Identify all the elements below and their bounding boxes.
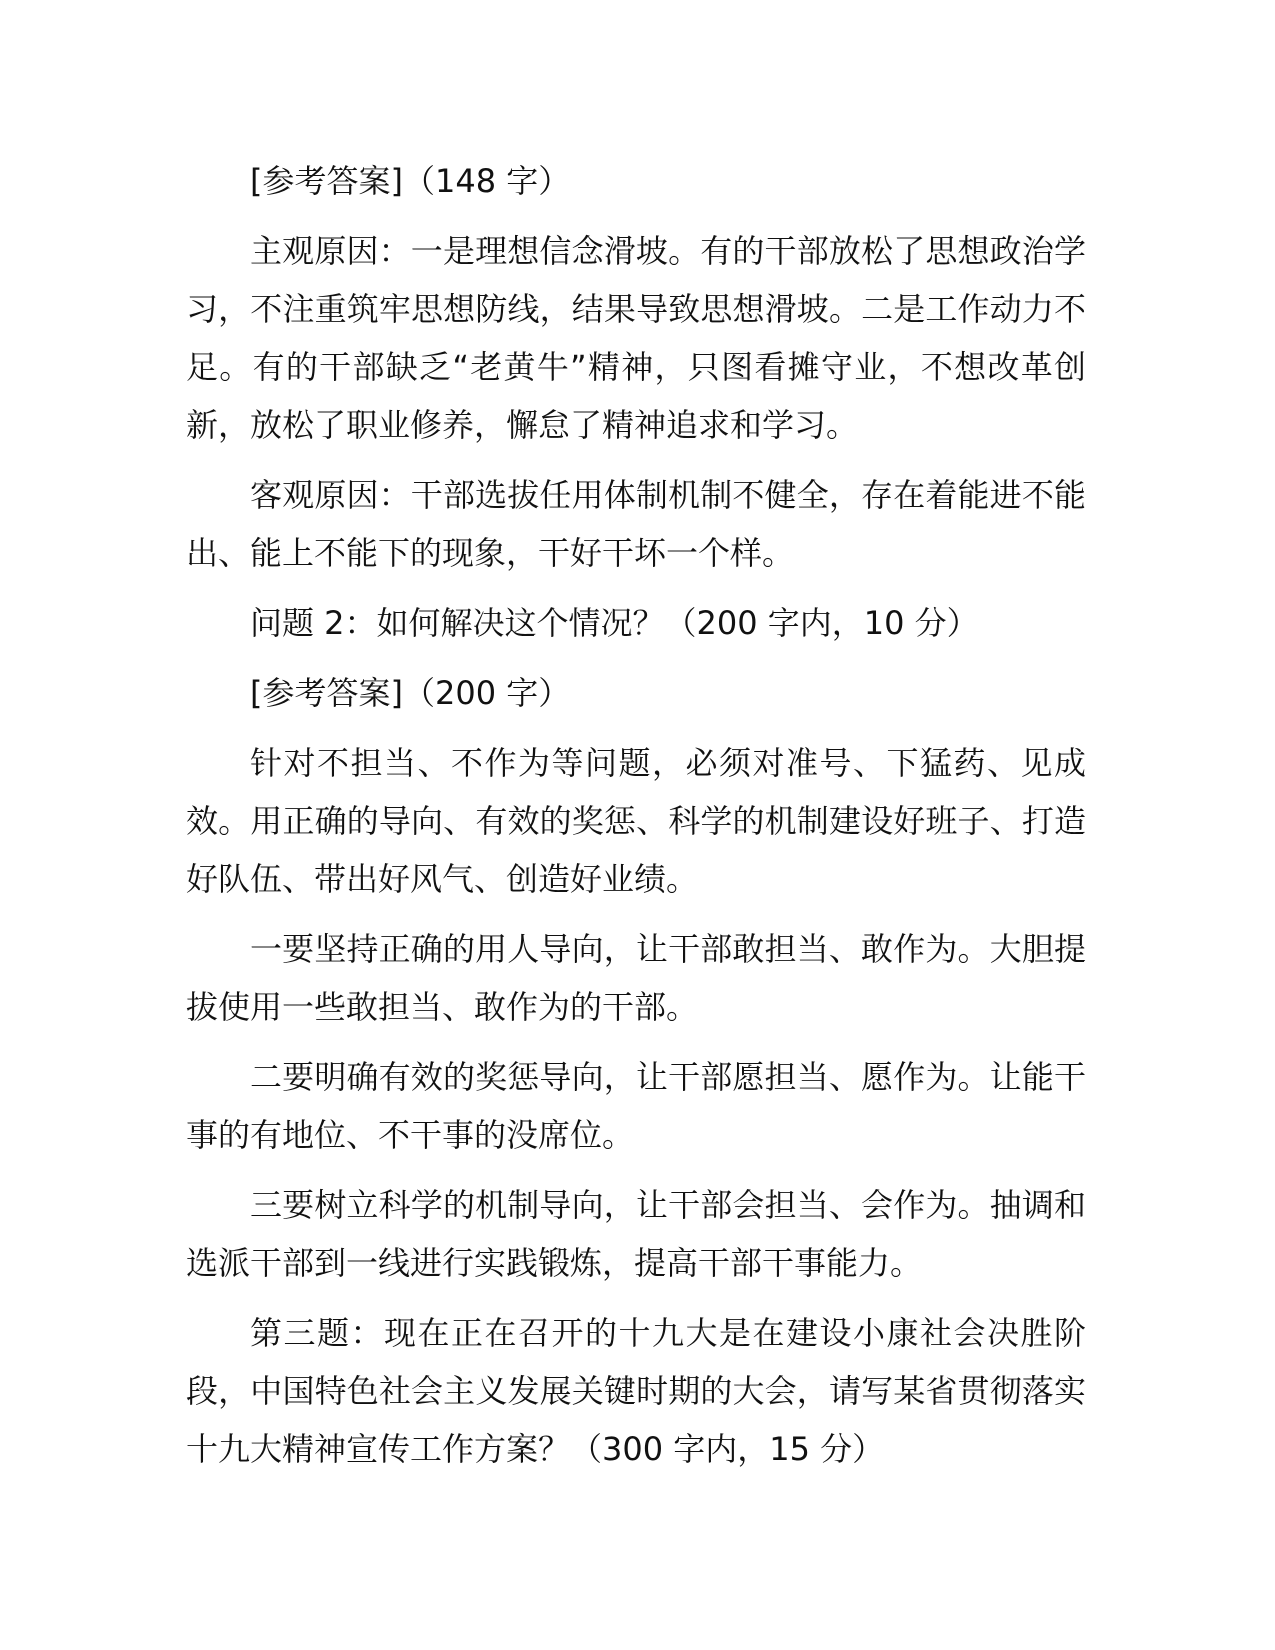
answer-intro-paragraph: 针对不担当、不作为等问题，必须对准号、下猛药、见成效。用正确的导向、有效的奖惩、科学的机制建设好班子、打造好队伍、带出好风气、创造好业绩。 — [186, 744, 1086, 898]
objective-causes-paragraph: 客观原因：干部选拔任用体制机制不健全，存在着能进不能出、能上不能下的现象，干好干坏一个样。 — [186, 476, 1086, 572]
answer-point-1: 一要坚持正确的用人导向，让干部敢担当、敢作为。大胆提拔使用一些敢担当、敢作为的干部。 — [186, 930, 1086, 1026]
document-body — [186, 152, 1086, 1490]
question-2: 问题 2：如何解决这个情况？（200 字内，10 分） — [250, 604, 979, 642]
question-3: 第三题：现在正在召开的十九大是在建设小康社会决胜阶段，中国特色社会主义发展关键时期的大会，请写某省贯彻落实十九大精神宣传工作方案？（300 字内，15 分） — [186, 1314, 1086, 1468]
answer-heading-1: [参考答案]（148 字） — [250, 162, 571, 200]
answer-point-3: 三要树立科学的机制导向，让干部会担当、会作为。抽调和选派干部到一线进行实践锻炼，提高干部干事能力。 — [186, 1186, 1086, 1282]
subjective-causes-paragraph: 主观原因：一是理想信念滑坡。有的干部放松了思想政治学习，不注重筑牢思想防线，结果导致思想滑坡。二是工作动力不足。有的干部缺乏“老黄牛”精神，只图看摊守业，不想改革创新，放松了职业修养，懈怠了精神追求和学习。 — [186, 232, 1086, 444]
answer-heading-2: [参考答案]（200 字） — [250, 674, 571, 712]
answer-point-2: 二要明确有效的奖惩导向，让干部愿担当、愿作为。让能干事的有地位、不干事的没席位。 — [186, 1058, 1086, 1154]
